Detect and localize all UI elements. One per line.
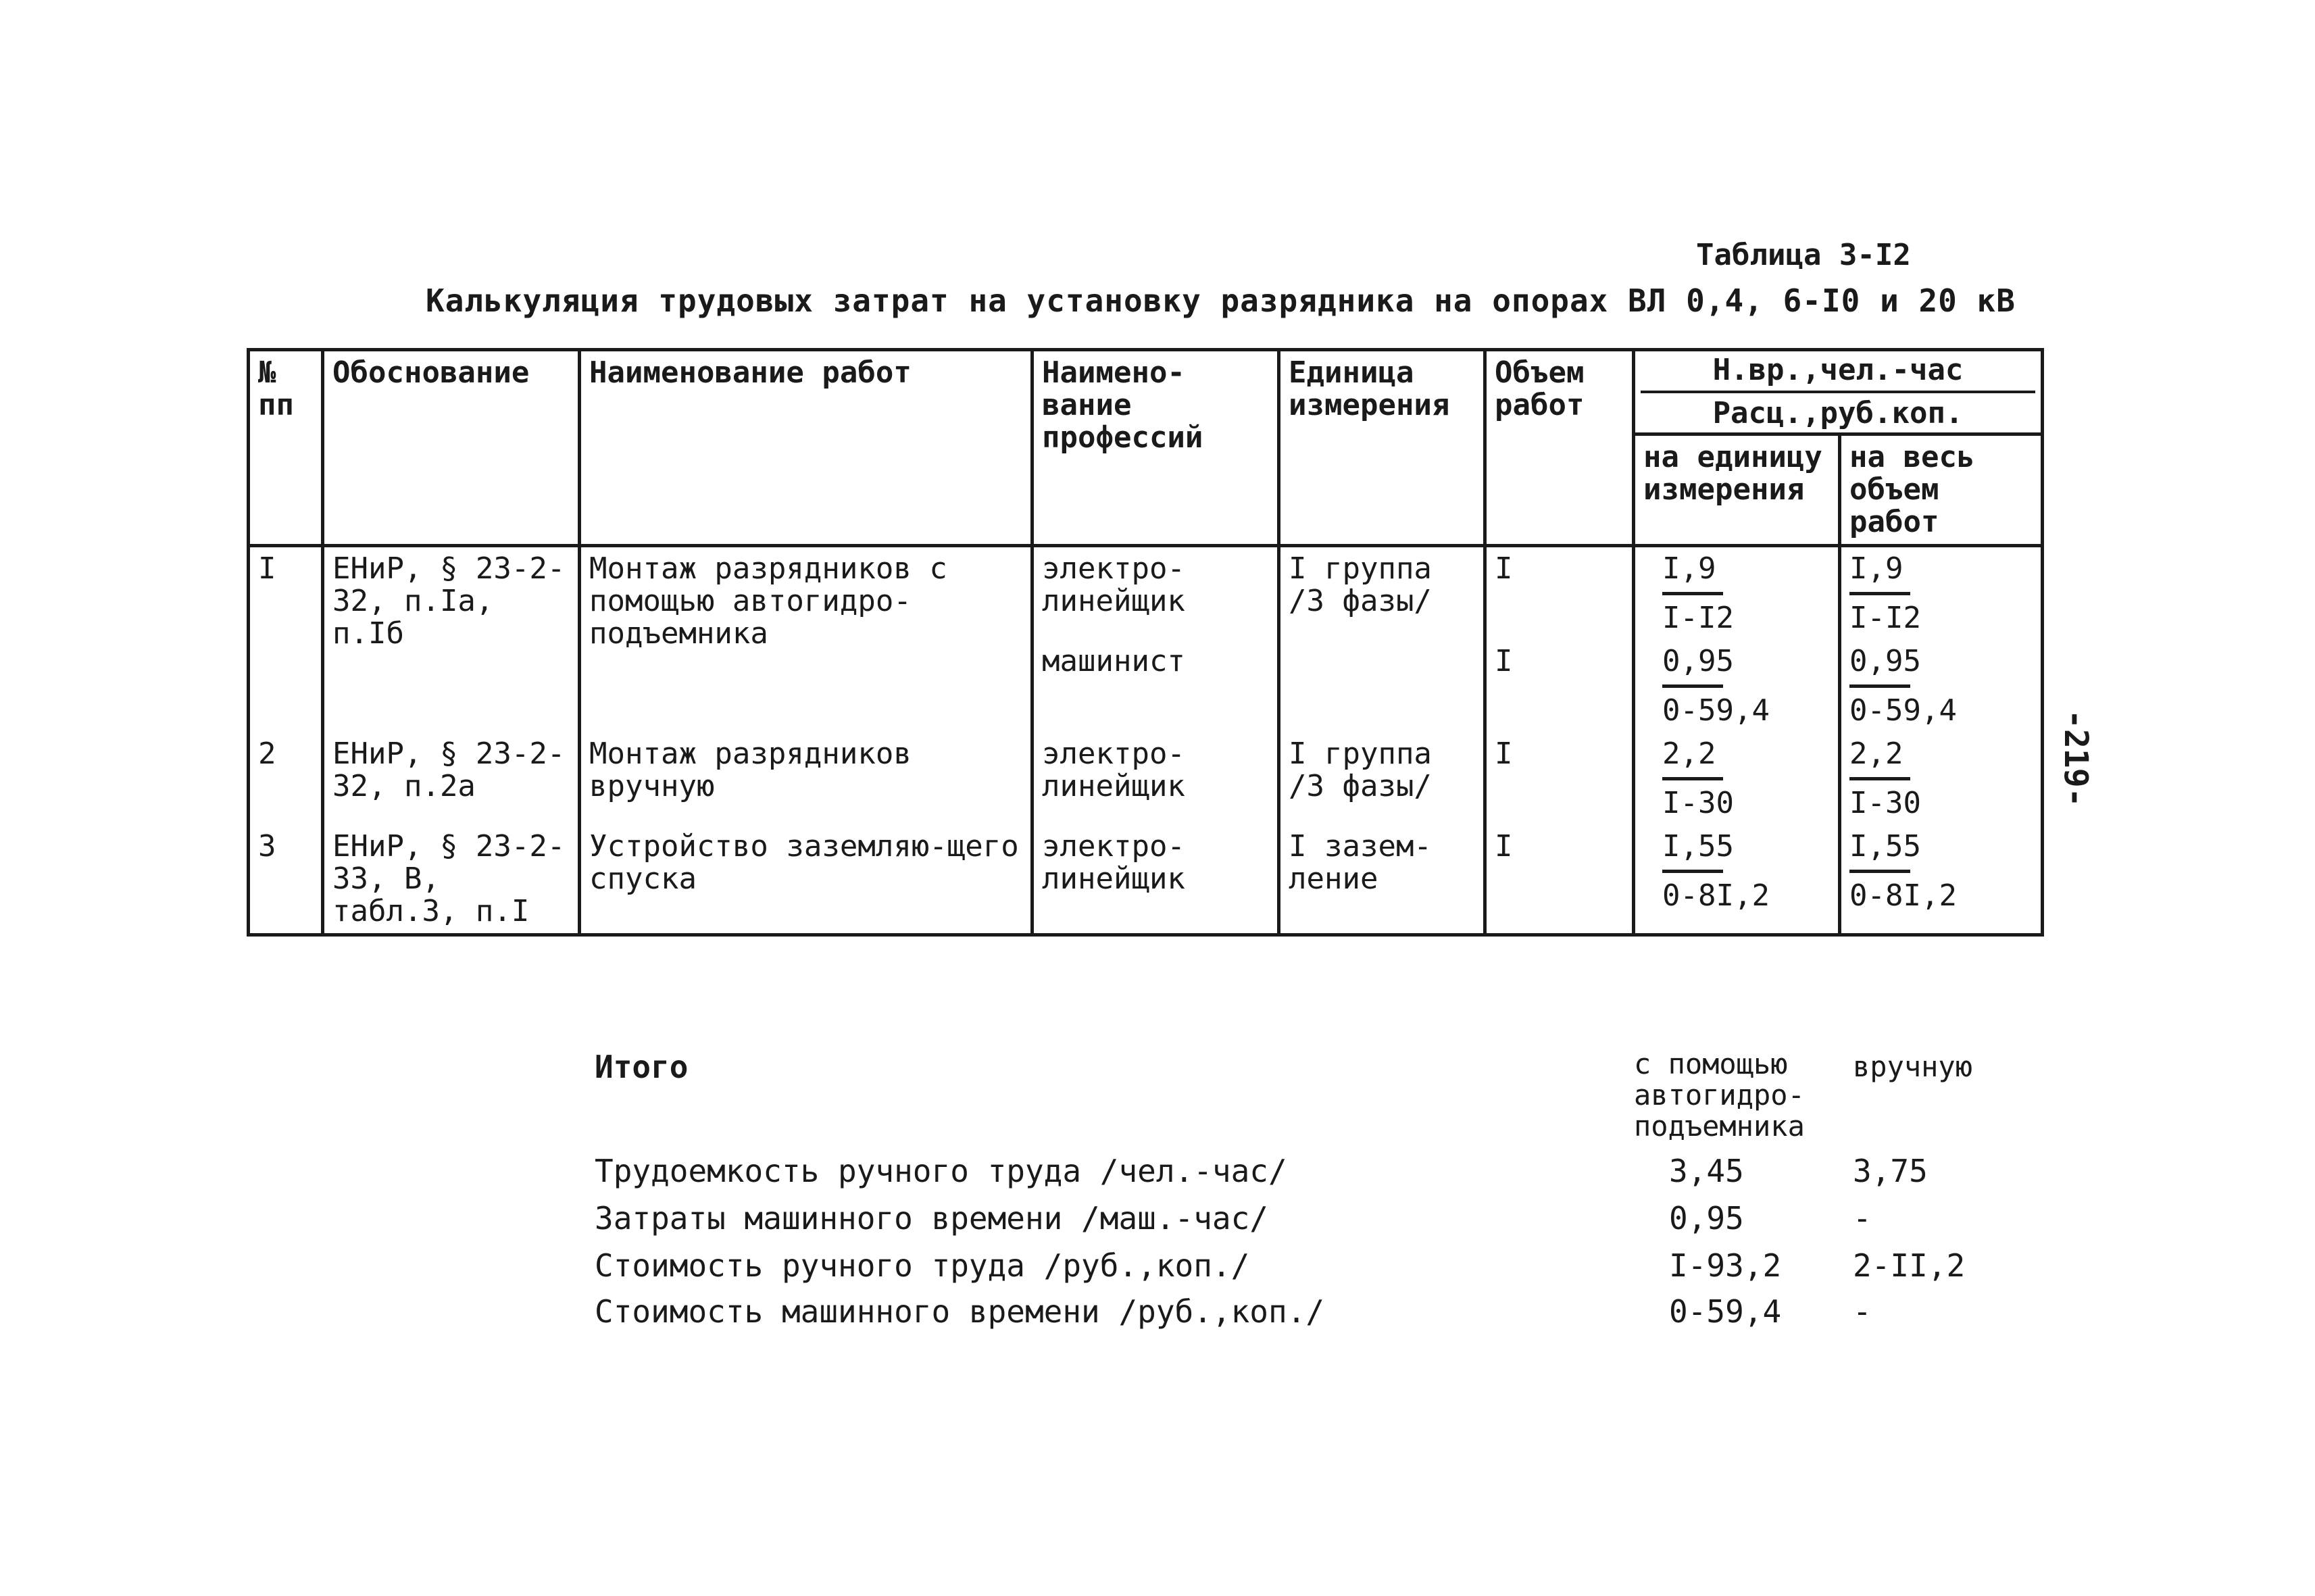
cell-per-unit (1634, 825, 1840, 935)
totals-row-label: Затраты машинного времени /маш.-час/ (595, 1200, 1268, 1237)
cell-work: Монтаж разрядников вручную (580, 732, 1032, 825)
norm-header-bottom: Расц.,руб.коп. (1712, 396, 1964, 430)
cell-basis: ЕНиР, § 23-2-32, п.2а (323, 732, 580, 825)
rate: 0-59,4 (1662, 693, 1770, 728)
table-title: Калькуляция трудовых затрат на установку разрядника на опорах ВЛ 0,4, 6-I0 и 20 кВ (426, 282, 2016, 319)
cell-per-volume (1840, 825, 2043, 935)
norm-time: 2,2 (1849, 737, 1903, 771)
rate: I-I2 (1849, 601, 1921, 635)
totals-label: Итого (595, 1049, 689, 1085)
rate: I-30 (1662, 786, 1734, 820)
cell-per-unit (1634, 732, 1840, 825)
cell-basis: ЕНиР, § 23-2-33, В, табл.3, п.I (323, 825, 580, 935)
totals-value-manual: 3,75 (1853, 1153, 1928, 1189)
rate: 0-8I,2 (1662, 878, 1770, 913)
norm-time: 0,95 (1662, 644, 1734, 678)
col-header-per-unit: на единицу измерения (1634, 434, 1840, 546)
cell-per-volume (1840, 732, 2043, 825)
cell-work: Устройство заземляю-щего спуска (580, 825, 1032, 935)
col-header-unit: Единица измерения (1279, 350, 1485, 546)
cell-profession: электро-линейщик (1032, 825, 1279, 935)
cell-profession: электро-линейщик (1032, 546, 1279, 641)
table-row (249, 825, 2043, 935)
rate: 0-8I,2 (1849, 878, 1957, 913)
cell-num: I (249, 546, 323, 641)
norm-time: 0,95 (1849, 644, 1921, 678)
totals-row-label: Стоимость машинного времени /руб.,коп./ (595, 1293, 1325, 1330)
totals-value-manual: - (1853, 1293, 1872, 1330)
rate: I-30 (1849, 786, 1921, 820)
norm-time: I,55 (1849, 829, 1921, 864)
col-header-profession: Наимено-вание профессий (1032, 350, 1279, 546)
cell-volume: I (1485, 546, 1634, 641)
cell-unit: I зазем-ление (1279, 825, 1485, 935)
col-header-per-volume: на весь объем работ (1840, 434, 2043, 546)
cell-volume: I (1485, 640, 1634, 732)
cell-profession: машинист (1032, 640, 1279, 732)
col-header-norm (1634, 350, 2043, 434)
rate: 0-59,4 (1849, 693, 1957, 728)
page-number: -219- (2057, 709, 2095, 807)
cell-work: Монтаж разрядников с помощью автогидро-подъемника (580, 546, 1032, 733)
cell-unit: I группа /3 фазы/ (1279, 546, 1485, 733)
norm-time: I,9 (1662, 551, 1716, 586)
table-body (249, 546, 2043, 935)
norm-time: 2,2 (1662, 737, 1716, 771)
cell-volume: I (1485, 732, 1634, 825)
norm-time: I,9 (1849, 551, 1903, 586)
totals-value-manual: - (1853, 1200, 1872, 1237)
cell-num (249, 640, 323, 732)
cell-profession: электро-линейщик (1032, 732, 1279, 825)
col-header-work: Наименование работ (580, 350, 1032, 546)
cell-basis: ЕНиР, § 23-2-32, п.Iа, п.Iб (323, 546, 580, 733)
cell-per-volume (1840, 640, 2043, 732)
calculation-table (247, 348, 2044, 937)
table-label: Таблица 3-I2 (1696, 238, 1911, 272)
totals-value-mechanized: I-93,2 (1669, 1247, 1782, 1284)
totals-row-label: Трудоемкость ручного труда /чел.-час/ (595, 1153, 1287, 1189)
cell-per-unit (1634, 640, 1840, 732)
cell-num: 3 (249, 825, 323, 935)
totals-value-mechanized: 0-59,4 (1669, 1293, 1782, 1330)
cell-num: 2 (249, 732, 323, 825)
col-header-volume: Объем работ (1485, 350, 1634, 546)
cell-volume: I (1485, 825, 1634, 935)
norm-time: I,55 (1662, 829, 1734, 864)
totals-header-manual: вручную (1853, 1050, 1973, 1083)
totals-header-mechanized: с помощью автогидро-подъемника (1634, 1047, 1805, 1143)
col-header-basis: Обоснование (323, 350, 580, 546)
table-header (249, 350, 2043, 546)
norm-header-top: Н.вр.,чел.-час (1641, 354, 2035, 393)
rate: I-I2 (1662, 601, 1734, 635)
table-row (249, 546, 2043, 641)
totals-row-label: Стоимость ручного труда /руб.,коп./ (595, 1247, 1250, 1284)
totals-value-manual: 2-II,2 (1853, 1247, 1966, 1284)
col-header-num: № пп (249, 350, 323, 546)
cell-unit: I группа /3 фазы/ (1279, 732, 1485, 825)
totals-value-mechanized: 0,95 (1669, 1200, 1744, 1237)
totals-value-mechanized: 3,45 (1669, 1153, 1744, 1189)
cell-per-volume (1840, 546, 2043, 641)
table-row (249, 732, 2043, 825)
cell-per-unit (1634, 546, 1840, 641)
